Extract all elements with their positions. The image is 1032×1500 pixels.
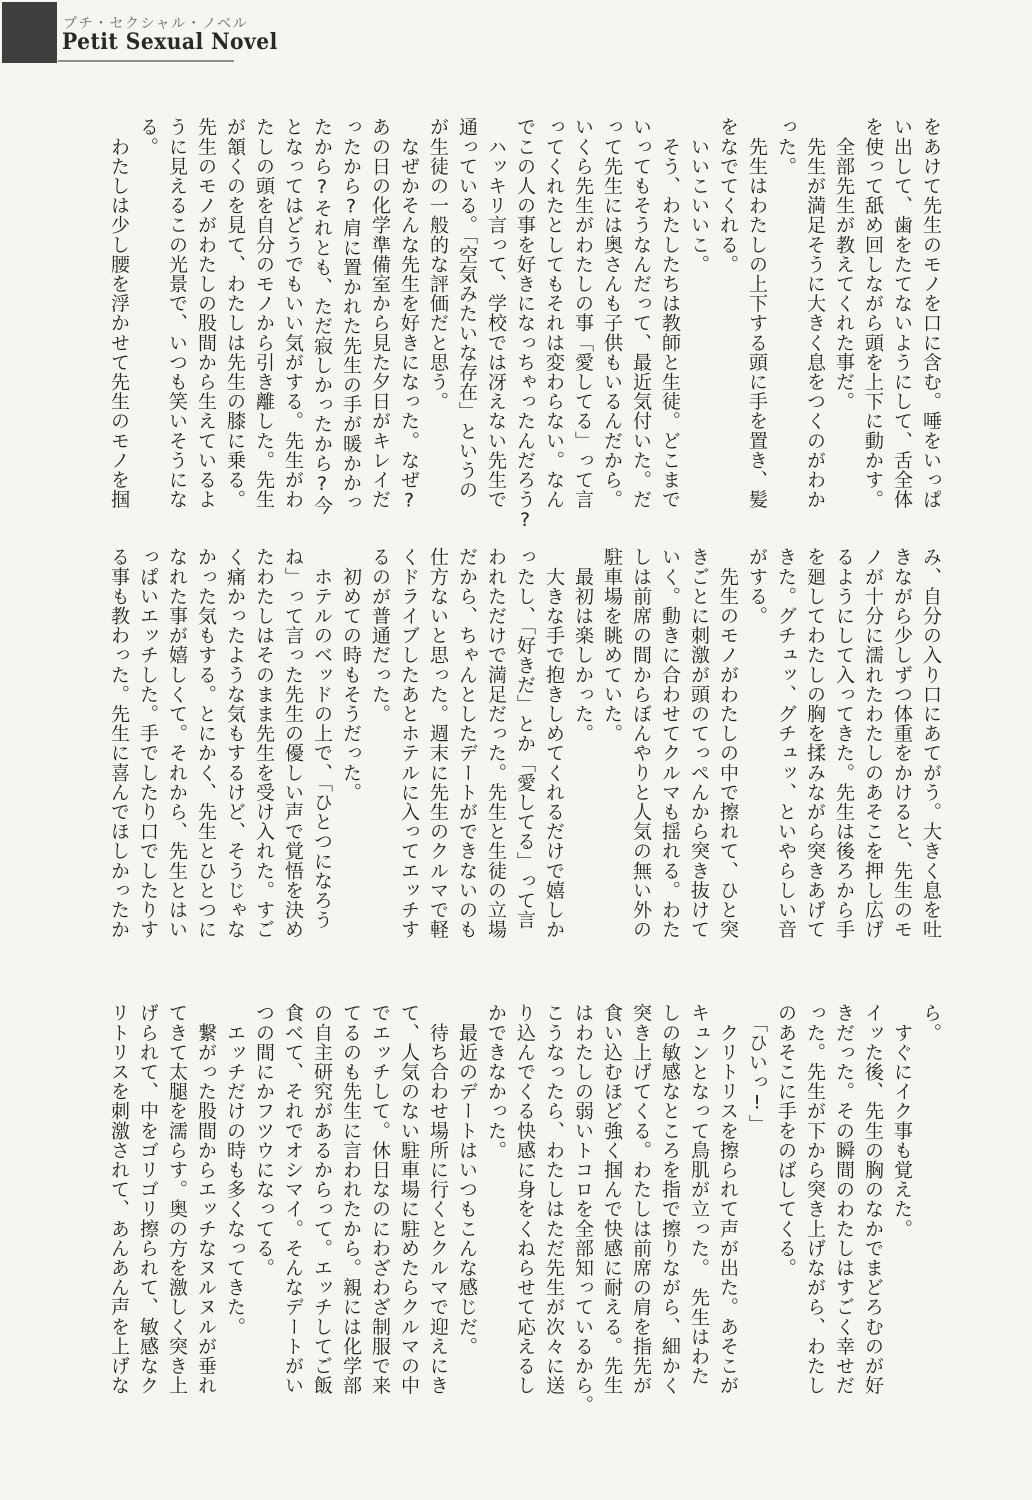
- text-column: を使って舐め回しながら頭を上下に動かす。: [862, 117, 884, 509]
- text-column: ったから?肩に置かれた先生の手が暖かかっ: [340, 117, 362, 512]
- text-column: そう、わたしたちは教師と生徒。どこまで: [659, 117, 681, 509]
- text-column: っぱいエッチした。手でしたり口でしたりす: [137, 547, 159, 939]
- text-column: をあけて先生のモノを口に含む。唾をいっぱ: [920, 117, 942, 509]
- text-column: い出して、歯をたてないようにして、舌全体: [891, 117, 913, 509]
- text-column: となってはどうでもいい気がする。先生がわ: [282, 117, 304, 509]
- text-column: なれた事が嬉しくて。それから、先生とはい: [166, 547, 188, 939]
- text-column: かできなかった。: [485, 1003, 507, 1160]
- text-column: てるのも先生に言われたから。親には化学部: [340, 1003, 362, 1395]
- text-column: でこの人の事を好きになっちゃったんだろう?: [514, 117, 536, 532]
- header-divider-rule: [58, 60, 234, 62]
- text-column: キュンとなって鳥肌が立った。 先生はわた: [688, 1003, 710, 1386]
- text-column: 突き上げてくる。わたしは前席の肩を指先が: [630, 1003, 652, 1395]
- text-column: るようにして入ってきた。先生は後ろから手: [833, 547, 855, 939]
- text-column: ホテルのベッドの上で、「ひとつになろう: [311, 547, 333, 930]
- text-column: った。: [775, 117, 797, 176]
- text-column: リトリスを刺激されて、あんあん声を上げな: [108, 1003, 130, 1395]
- text-column: る。: [137, 117, 159, 157]
- text-column: こうなったら、わたしはただ先生が次々に送: [543, 1003, 565, 1395]
- text-column: きた。グチュッ、グチュッ、といやらしい音: [775, 547, 797, 939]
- text-column: 最初は楽しかった。: [572, 547, 594, 743]
- text-column: はわたしの弱いトコロを全部知っているから。: [572, 1003, 594, 1415]
- text-column: しの敏感なところを指で擦りながら、細かく: [659, 1003, 681, 1395]
- text-column: てきて太腿を濡らす。奥の方を激しく突き上: [166, 1003, 188, 1395]
- text-column: つの間にかフツウになってる。: [253, 1003, 275, 1278]
- text-column: るのが普通だった。: [369, 547, 391, 724]
- text-column: ってくれたとしてもそれは変わらない。なん: [543, 117, 565, 509]
- text-column: 全部先生が教えてくれた事だ。: [833, 117, 855, 411]
- text-column: 駐車場を眺めていた。: [601, 547, 623, 743]
- text-column: り込んでくる快感に身をくねらせて応えるし: [514, 1003, 536, 1395]
- text-column: 繋がった股間からエッチなヌルヌルが垂れ: [195, 1003, 217, 1395]
- text-column: きだった。その瞬間のわたしはすごく幸せだ: [833, 1003, 855, 1395]
- text-column: くドライブしたあとホテルに入ってエッチす: [398, 547, 420, 939]
- series-title-english: Petit Sexual Novel: [62, 29, 278, 55]
- text-column: ったし、「好きだ」とか「愛してる」って言: [514, 547, 536, 930]
- text-column: わたしは少し腰を浮かせて先生のモノを掴: [108, 117, 130, 509]
- text-column: をなでてくれる。: [717, 117, 739, 274]
- text-column: だから、ちゃんとしたデートができないのも: [456, 547, 478, 939]
- text-column: を廻してわたしの胸を揉みながら突きあげて: [804, 547, 826, 939]
- text-column: きごとに刺激が頭のてっぺんから突き抜けて: [688, 547, 710, 939]
- text-column: たから?それとも、ただ寂しかったから?今: [311, 117, 333, 515]
- text-column: の自主研究があるからって。エッチしてご飯: [311, 1003, 333, 1395]
- text-column: いくら先生がわたしの事「愛してる」って言: [572, 117, 594, 509]
- text-column: すぐにイク事も覚えた。: [891, 1003, 913, 1239]
- text-column: かった気もする。とにかく、先生とひとつに: [195, 547, 217, 939]
- text-column: のあそこに手をのばしてくる。: [775, 1003, 797, 1278]
- text-column: クリトリスを擦られて声が出た。あそこが: [717, 1003, 739, 1395]
- text-column: 食い込むほど強く掴んで快感に耐える。先生: [601, 1003, 623, 1395]
- text-column: 最近のデートはいつもこんな感じだ。: [456, 1003, 478, 1356]
- text-column: 待ち合わせ場所に行くとクルマで迎えにき: [427, 1003, 449, 1395]
- text-column: われただけで満足だった。先生と生徒の立場: [485, 547, 507, 939]
- text-column: る事も教わった。先生に喜んでほしかったか: [108, 547, 130, 939]
- series-title-japanese: プチ・セクシャル・ノベル: [63, 16, 249, 32]
- text-column: いってもそうなんだって、最近気付いた。だ: [630, 117, 652, 509]
- text-column: 先生のモノがわたしの中で擦れて、ひと突: [717, 547, 739, 939]
- text-column: った。先生が下から突き上げながら、わたし: [804, 1003, 826, 1395]
- text-column: げられて、中をゴリゴリ擦られて、敏感なク: [137, 1003, 159, 1395]
- text-column: ノが十分に濡れたわたしのあそこを押し広げ: [862, 547, 884, 939]
- header-accent-square: [2, 2, 57, 63]
- text-column: エッチだけの時も多くなってきた。: [224, 1003, 246, 1337]
- text-column: 食べて、それでオシマイ。そんなデートがい: [282, 1003, 304, 1395]
- text-column: うに見えるこの光景で、いつも笑いそうにな: [166, 117, 188, 509]
- text-column: て、人気のない駐車場に駐めたらクルマの中: [398, 1003, 420, 1395]
- text-column: く痛かったような気もするけど、そうじゃな: [224, 547, 246, 939]
- text-column: いく。動きに合わせてクルマも揺れる。わた: [659, 547, 681, 939]
- text-column: 先生のモノがわたしの股間から生えているよ: [195, 117, 217, 509]
- text-column: いいこいいこ。: [688, 117, 710, 274]
- text-column: って先生には奥さんも子供もいるんだから。: [601, 117, 623, 509]
- text-band-middle: [100, 547, 945, 947]
- text-column: 先生はわたしの上下する頭に手を置き、髪: [746, 117, 768, 509]
- text-band-top: [100, 117, 945, 532]
- text-column: イッた後、先生の胸のなかでまどろむのが好: [862, 1003, 884, 1395]
- text-column: ね」って言った先生の優しい声で覚悟を決め: [282, 547, 304, 939]
- text-column: 初めての時もそうだった。: [340, 547, 362, 802]
- page-header: [0, 0, 700, 70]
- text-column: なぜかそんな先生を好きになった。なぜ?: [398, 117, 420, 512]
- text-column: が生徒の一般的な評価だと思う。: [427, 117, 449, 411]
- text-column: あの日の化学準備室から見た夕日がキレイだ: [369, 117, 391, 509]
- text-column: 通っている。「空気みたいな存在」というの: [456, 117, 478, 500]
- text-column: がする。: [746, 547, 768, 626]
- text-column: ら。: [920, 1003, 942, 1043]
- text-column: 先生が満足そうに大きく息をつくのがわか: [804, 117, 826, 509]
- text-column: たしの頭を自分のモノから引き離した。先生: [253, 117, 275, 509]
- text-band-bottom: [100, 1003, 945, 1415]
- text-column: きながら少しずつ体重をかけると、先生のモ: [891, 547, 913, 939]
- text-column: 大きな手で抱きしめてくれるだけで嬉しか: [543, 547, 565, 939]
- text-column: み、自分の入り口にあてがう。大きく息を吐: [920, 547, 942, 939]
- text-column: が頷くのを見て、わたしは先生の膝に乗る。: [224, 117, 246, 509]
- text-column: 「ひいっ!」: [746, 1003, 768, 1134]
- text-column: たわたしはそのまま先生を受け入れた。すご: [253, 547, 275, 939]
- text-column: ハッキリ言って、学校では冴えない先生で: [485, 117, 507, 509]
- text-column: でエッチして。休日なのにわざわざ制服で来: [369, 1003, 391, 1395]
- text-column: しは前席の間からぼんやりと人気の無い外の: [630, 547, 652, 939]
- text-column: 仕方ないと思った。週末に先生のクルマで軽: [427, 547, 449, 939]
